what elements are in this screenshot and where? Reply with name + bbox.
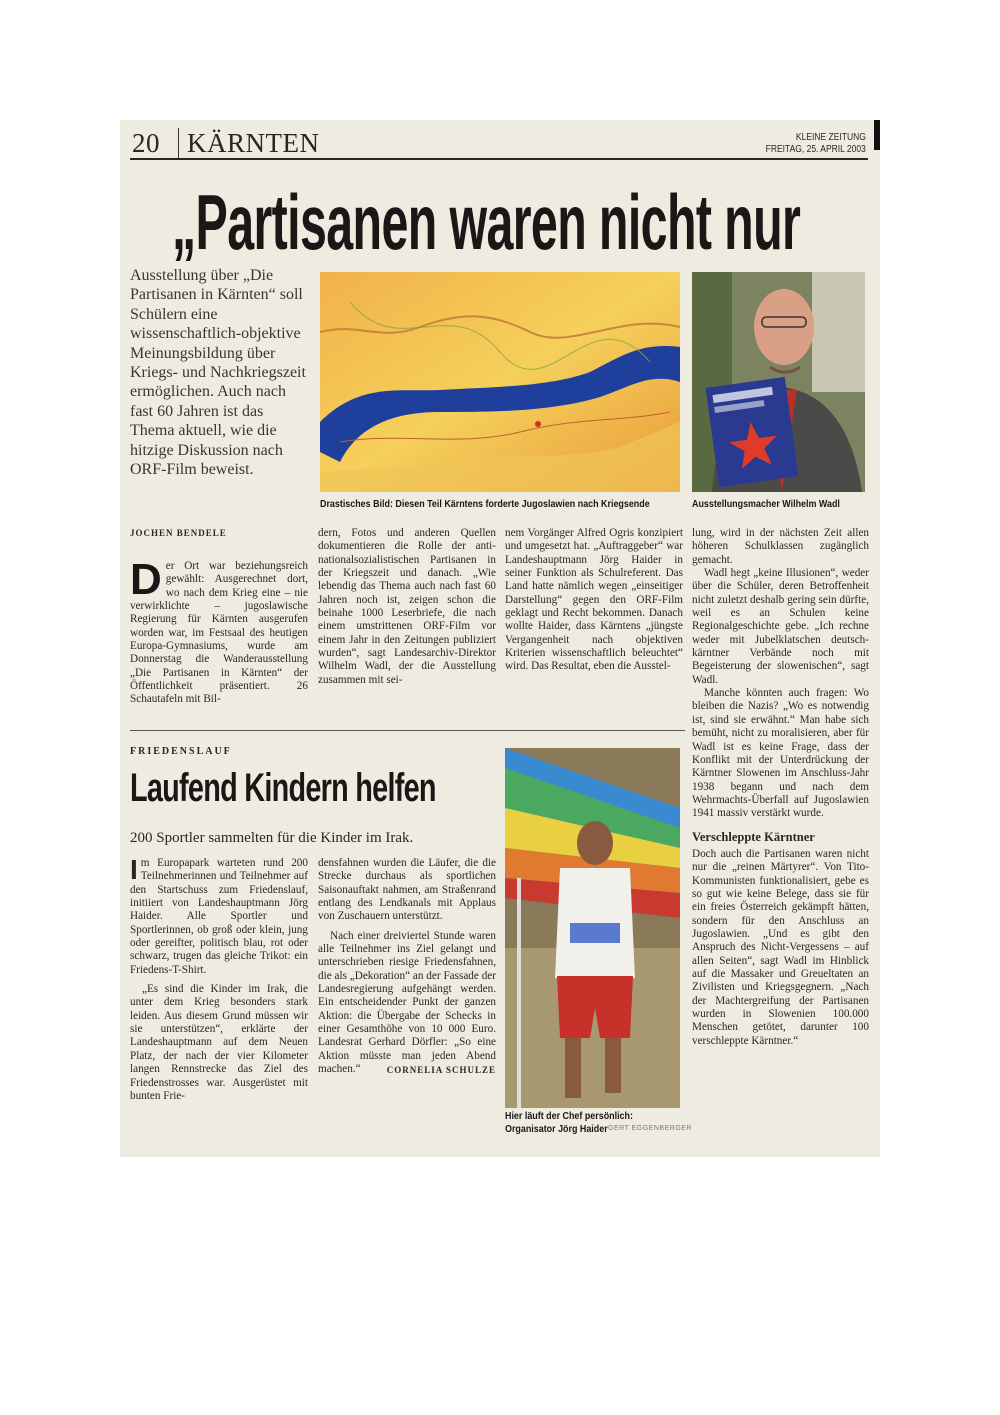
paragraph: Wadl hegt „keine Illusionen“, weder über die Schüler, deren Betroffenheit nicht zuletzt deshalb gering sein dürfte, weil es an Schulen keine Regionalgeschichte gebe. „Ich rechne weder mit Jubelklatschen deutsch-kärntner Verbände noch mit Begeisterung der slowenischen“, sagt Wadl.	[692, 567, 869, 686]
paragraph: m Europapark warteten rund 200 Teilnehmerinnen und Teilnehmer auf den Startschuss zum Friedenslauf, initiiert von Landeshauptmann Jörg Haider. Alle Sportler und Sportlerinnen, ob groß oder klein, jung oder gereifter, politisch blau, rot oder schwarz, trugen das gleiche Trikot: ein Friedens-T-Shirt.	[130, 857, 308, 976]
page-number: 20	[132, 128, 160, 158]
author-byline: CORNELIA SCHULZE	[386, 1064, 496, 1075]
column-text: er Ort war beziehungsreich gewählt: Ausgerechnet dort, wo nach dem Krieg eine – nie verwirklichte – jugoslawische Regierung für Kärnten ausgerufen worden war, im Festsaal des heutigen Europa-Gymnasiums, wurde am Donnerstag die Wanderausstellung „Die Partisanen in Kärnten“ der Öffentlichkeit präsentiert. 26 Schautafeln mit Bil-	[130, 560, 308, 706]
article-column-3	[505, 527, 683, 674]
second-subtitle: 200 Sportler sammelten für die Kinder im Irak.	[130, 830, 414, 846]
paragraph: „Es sind die Kinder im Irak, die unter dem Krieg besonders stark leiden. Aus diesem Grund müssen wir sie unterstützen“, erklärte der Landeshauptmann auf dem Neuen Platz, der nach der vier Kilometer langen Rennstrecke das Ziel des Friedenstrosses war. Ausgerüstet mit bunten Frie-	[130, 983, 308, 1102]
masthead-info	[766, 132, 866, 156]
main-headline: „Partisanen waren nicht nur	[172, 178, 801, 266]
runner-graphic	[505, 748, 680, 1108]
photo-credit: GERT EGGENBERGER	[608, 1125, 692, 1132]
paragraph: Manche könnten auch fragen: Wo bleiben die Nazis? „Wo es notwendig ist, sind sie erwähnt.“ Man habe sich bemüht, nicht zu moralisieren, aber für Wadl ist es keine Frage, dass der Konflikt mit der Unterdrückung der Kärntner Slowenen im Anschluss-Jahr 1938 begann und nach dem Wehrmachts-Überfall auf Jugoslawien 1941 massiv verstärkt wurde.	[692, 687, 869, 820]
runner-photo	[505, 748, 680, 1108]
map-graphic	[320, 272, 680, 492]
photo-caption: Hier läuft der Chef persönlich: Organisator Jörg Haider	[505, 1110, 633, 1135]
second-column-1	[130, 854, 308, 1103]
intro-text	[130, 266, 310, 479]
scan-edge	[874, 120, 880, 150]
map-image	[320, 272, 680, 492]
section-divider	[130, 730, 685, 731]
article-column-1	[130, 555, 308, 707]
subheading: Verschleppte Kärntner	[692, 829, 815, 844]
header-rule	[130, 158, 868, 160]
section-title: KÄRNTEN	[178, 128, 320, 159]
map-caption: Drastisches Bild: Diesen Teil Kärntens forderte Jugoslawien nach Kriegsende	[320, 498, 650, 510]
portrait-graphic	[692, 272, 865, 492]
portrait-caption: Ausstellungsmacher Wilhelm Wadl	[692, 498, 840, 510]
second-column-2	[318, 857, 496, 1077]
newspaper-page	[120, 120, 880, 1157]
drop-cap: D	[130, 555, 162, 604]
runner-caption	[505, 1110, 675, 1136]
intro-paragraph: Ausstellung über „Die Partisanen in Kärnten“ soll Schülern eine wissenschaftlich-objektive Meinungsbildung über Kriegs- und Nachkriegszeit ermöglichen. Auch nach fast 60 Jahren ist das Thema aktuell, wie die hitzige Diskussion nach ORF-Film beweist.	[130, 267, 306, 479]
paragraph: Doch auch die Partisanen waren nicht nur die „reinen Märtyrer“. Von Tito-Kommunisten funktionalisiert, gebe es so gut wie keine Belege, dass sie für ein freies Österreich gekämpft hätten, sondern für den Anschluss an Jugoslawien. „Und es gibt den Anspruch des Nicht-Vergessens – auf allen Seiten“, sagt Wadl im Hinblick auf die Massaker und Greueltaten an Zivilisten und Kriegsgegnern. „Nach der Machtergreifung der Partisanen wurden in Slowenien 100.000 Menschen getötet, darunter 100 verschleppte Kärntner.“	[692, 847, 869, 1047]
paragraph: Nach einer dreiviertel Stunde waren alle Teilnehmer ins Ziel gelangt und unterschrieben riesige Friedensfahnen, die als „Dekoration“ an der Fassade der Landesregierung aufgehängt werden. Ein entscheidender Punkt der ganzen Aktion: die Übergabe der Schecks in einer Gesamthöhe von 10 000 Euro. Landesrat Gerhard Dörfler: „So eine Aktion müsste man jeden Abend machen.“	[318, 929, 496, 1076]
publication-name: KLEINE ZEITUNG	[796, 132, 866, 143]
paragraph: lung, wird in der nächsten Zeit allen höheren Schulklassen zugänglich gemacht.	[692, 527, 869, 566]
column-text: nem Vorgänger Alfred Ogris konzipiert und umgesetzt hat. „Auftraggeber“ war Landeshauptmann Jörg Haider in seiner Funktion als Schulreferent. Das Land hatte nämlich wegen „einseitiger Darstellung“ gegen den ORF-Film geklagt und Recht bekommen. Danach wollte Haider, dass Kärntens „jüngste Vergangenheit nach objektiven Kriterien wissenschaftlich beleuchtet“ wird. Das Resultat, eben die Ausstel-	[505, 527, 683, 673]
paragraph: densfahnen wurden die Läufer, die die Strecke durchaus als sportlichen Saisonauftakt nahmen, am Straßenrand entlang des Lendkanals mit Applaus von Zuschauern unterstützt.	[318, 857, 496, 923]
kicker: FRIEDENSLAUF	[130, 746, 232, 757]
drop-cap: I	[130, 854, 138, 885]
portrait-photo	[692, 272, 865, 492]
article-column-4	[692, 527, 869, 1048]
article-column-2	[318, 527, 496, 687]
publication-date: FREITAG, 25. APRIL 2003	[765, 144, 866, 155]
column-text: dern, Fotos und anderen Quellen dokumentieren die Rolle der anti-nationalsozialistischen Partisanen in der Kriegszeit und danach. „Wie lebendig das Thema auch nach fast 60 Jahren noch ist, zeigen schon die beinahe 1000 Leserbriefe, die nach einem umstrittenen ORF-Film vor einem Jahr in den Zeitungen publiziert wurden“, sagt Landesarchiv-Direktor Wilhelm Wadl, der die Ausstellung zusammen mit sei-	[318, 527, 496, 686]
author-byline: JOCHEN BENDELE	[130, 528, 227, 538]
second-headline: Laufend Kindern helfen	[130, 766, 436, 810]
